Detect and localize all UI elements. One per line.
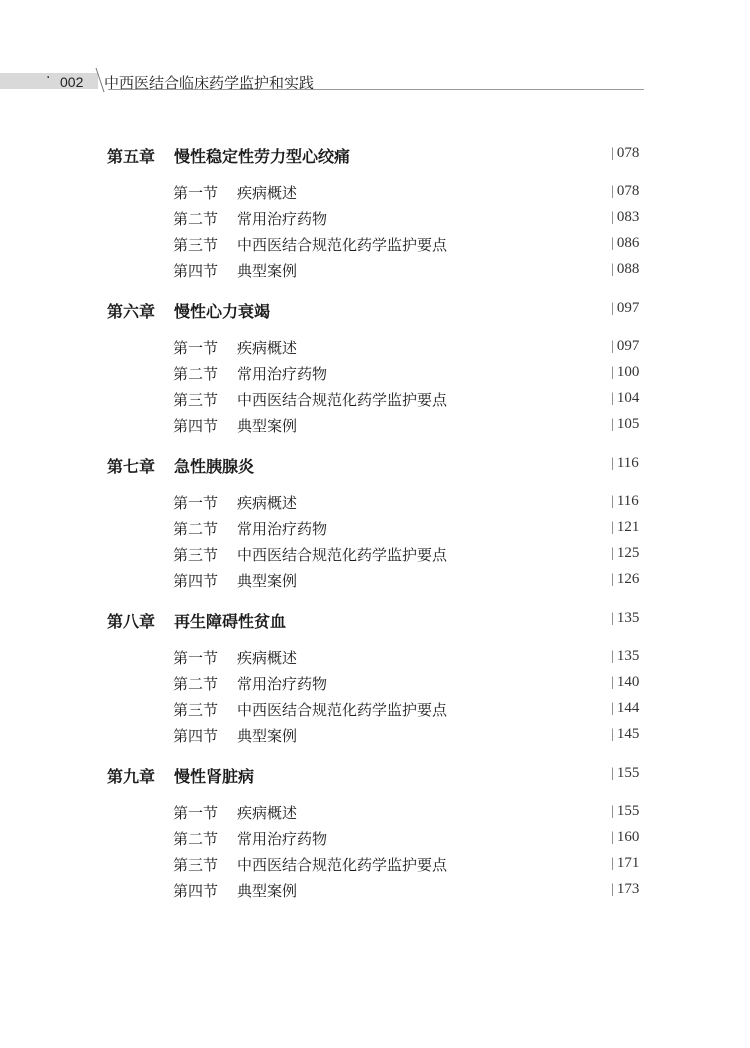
section-entry[interactable]	[173, 389, 647, 411]
section-title: 中西医结合规范化药学监护要点	[237, 856, 448, 874]
section-number: 第二节	[173, 675, 219, 693]
section-page	[611, 493, 639, 510]
chapter-page	[611, 300, 639, 317]
section-page	[611, 829, 639, 846]
section-page	[611, 235, 639, 252]
section-title: 典型案例	[237, 882, 298, 900]
section-title: 常用治疗药物	[237, 830, 328, 848]
page-separator: |	[611, 236, 614, 251]
chapter-page	[611, 610, 639, 627]
header-book-title: 中西医结合临床药学监护和实践	[104, 74, 315, 92]
chapter-number: 第九章	[107, 767, 156, 786]
section-title: 常用治疗药物	[237, 520, 328, 538]
section-number: 第二节	[173, 365, 219, 383]
page-separator: |	[611, 649, 614, 664]
section-page-number: 104	[616, 390, 640, 406]
page-separator: |	[611, 804, 614, 819]
section-entry[interactable]	[173, 828, 647, 850]
page-separator: |	[611, 417, 614, 432]
section-entry[interactable]	[173, 854, 647, 876]
section-page	[611, 390, 639, 407]
section-title: 常用治疗药物	[237, 210, 328, 228]
section-number: 第四节	[173, 262, 219, 280]
page-separator: |	[611, 339, 614, 354]
header-dot: ·	[46, 70, 51, 86]
section-page-number: 155	[616, 803, 640, 819]
section-number: 第一节	[173, 494, 219, 512]
section-page-number: 160	[616, 829, 640, 845]
section-number: 第三节	[173, 856, 219, 874]
section-entry[interactable]	[173, 518, 647, 540]
page-separator: |	[611, 391, 614, 406]
section-page-number: 097	[616, 338, 640, 354]
page-separator: |	[611, 365, 614, 380]
section-number: 第二节	[173, 830, 219, 848]
chapter-number: 第五章	[107, 147, 156, 166]
section-entry[interactable]	[173, 725, 647, 747]
section-page	[611, 416, 639, 433]
section-entry[interactable]	[173, 260, 647, 282]
section-title: 疾病概述	[237, 494, 298, 512]
section-page	[611, 183, 639, 200]
section-page-number: 083	[616, 209, 640, 225]
page-separator: |	[611, 546, 614, 561]
page-separator: |	[611, 520, 614, 535]
section-number: 第一节	[173, 649, 219, 667]
chapter-entry[interactable]	[107, 609, 647, 633]
section-entry[interactable]	[173, 363, 647, 385]
section-page-number: 171	[616, 855, 640, 871]
chapter-title: 再生障碍性贫血	[174, 612, 287, 631]
chapter-page	[611, 455, 639, 472]
section-title: 中西医结合规范化药学监护要点	[237, 546, 448, 564]
section-title: 典型案例	[237, 417, 298, 435]
section-page-number: 116	[616, 493, 639, 509]
chapter-title: 急性胰腺炎	[174, 457, 255, 476]
chapter-entry[interactable]	[107, 454, 647, 478]
section-page-number: 173	[616, 881, 640, 897]
section-number: 第四节	[173, 882, 219, 900]
section-number: 第四节	[173, 572, 219, 590]
section-title: 典型案例	[237, 727, 298, 745]
chapter-entry[interactable]	[107, 144, 647, 168]
section-entry[interactable]	[173, 544, 647, 566]
section-page	[611, 261, 639, 278]
page-separator: |	[611, 184, 614, 199]
page-separator: |	[611, 572, 614, 587]
section-page-number: 100	[616, 364, 640, 380]
section-entry[interactable]	[173, 415, 647, 437]
chapter-number: 第六章	[107, 302, 156, 321]
section-page-number: 121	[616, 519, 640, 535]
chapter-page-number: 097	[616, 300, 640, 316]
section-page-number: 105	[616, 416, 640, 432]
header-rule	[108, 89, 644, 90]
section-page	[611, 338, 639, 355]
section-page-number: 088	[616, 261, 640, 277]
page-separator: |	[611, 882, 614, 897]
section-number: 第四节	[173, 727, 219, 745]
section-entry[interactable]	[173, 492, 647, 514]
section-title: 常用治疗药物	[237, 675, 328, 693]
section-entry[interactable]	[173, 234, 647, 256]
section-number: 第二节	[173, 210, 219, 228]
section-entry[interactable]	[173, 880, 647, 902]
section-entry[interactable]	[173, 337, 647, 359]
section-page-number: 135	[616, 648, 640, 664]
section-page-number: 140	[616, 674, 640, 690]
chapter-page-number: 155	[616, 765, 640, 781]
header-page-number: 002	[60, 74, 84, 90]
section-page-number: 086	[616, 235, 640, 251]
page-separator: |	[611, 766, 614, 781]
section-page-number: 145	[616, 726, 640, 742]
section-page	[611, 674, 639, 691]
section-number: 第三节	[173, 236, 219, 254]
chapter-entry[interactable]	[107, 299, 647, 323]
section-page	[611, 881, 639, 898]
section-title: 疾病概述	[237, 339, 298, 357]
page-separator: |	[611, 727, 614, 742]
section-title: 疾病概述	[237, 804, 298, 822]
section-entry[interactable]	[173, 570, 647, 592]
page-separator: |	[611, 210, 614, 225]
section-page	[611, 700, 639, 717]
section-title: 中西医结合规范化药学监护要点	[237, 391, 448, 409]
page-separator: |	[611, 494, 614, 509]
section-entry[interactable]	[173, 802, 647, 824]
section-number: 第四节	[173, 417, 219, 435]
chapter-page-number: 078	[616, 145, 640, 161]
section-page	[611, 519, 639, 536]
chapter-title: 慢性肾脏病	[174, 767, 255, 786]
section-title: 典型案例	[237, 572, 298, 590]
section-title: 常用治疗药物	[237, 365, 328, 383]
section-page	[611, 726, 639, 743]
section-entry[interactable]	[173, 208, 647, 230]
chapter-page	[611, 765, 639, 782]
page-separator: |	[611, 830, 614, 845]
section-page-number: 126	[616, 571, 640, 587]
page-separator: |	[611, 856, 614, 871]
section-number: 第三节	[173, 701, 219, 719]
section-page	[611, 545, 639, 562]
section-page	[611, 803, 639, 820]
page-separator: |	[611, 456, 614, 471]
section-number: 第一节	[173, 339, 219, 357]
section-number: 第一节	[173, 184, 219, 202]
chapter-title: 慢性心力衰竭	[174, 302, 271, 321]
page-separator: |	[611, 701, 614, 716]
section-title: 中西医结合规范化药学监护要点	[237, 701, 448, 719]
section-number: 第三节	[173, 546, 219, 564]
section-entry[interactable]	[173, 182, 647, 204]
chapter-entry[interactable]	[107, 764, 647, 788]
chapter-page-number: 135	[616, 610, 640, 626]
chapter-number: 第八章	[107, 612, 156, 631]
section-title: 典型案例	[237, 262, 298, 280]
section-page	[611, 209, 639, 226]
section-title: 疾病概述	[237, 649, 298, 667]
chapter-page-number: 116	[616, 455, 639, 471]
section-page-number: 125	[616, 545, 640, 561]
page-separator: |	[611, 611, 614, 626]
page-separator: |	[611, 675, 614, 690]
section-title: 疾病概述	[237, 184, 298, 202]
section-page	[611, 855, 639, 872]
section-number: 第一节	[173, 804, 219, 822]
chapter-page	[611, 145, 639, 162]
section-page	[611, 364, 639, 381]
section-title: 中西医结合规范化药学监护要点	[237, 236, 448, 254]
section-page-number: 078	[616, 183, 640, 199]
section-page-number: 144	[616, 700, 640, 716]
section-number: 第二节	[173, 520, 219, 538]
page-separator: |	[611, 146, 614, 161]
section-entry[interactable]	[173, 673, 647, 695]
page-separator: |	[611, 262, 614, 277]
chapter-title: 慢性稳定性劳力型心绞痛	[174, 147, 351, 166]
section-page	[611, 571, 639, 588]
section-entry[interactable]	[173, 647, 647, 669]
running-header	[0, 62, 750, 94]
section-number: 第三节	[173, 391, 219, 409]
section-entry[interactable]	[173, 699, 647, 721]
section-page	[611, 648, 639, 665]
chapter-number: 第七章	[107, 457, 156, 476]
page-separator: |	[611, 301, 614, 316]
